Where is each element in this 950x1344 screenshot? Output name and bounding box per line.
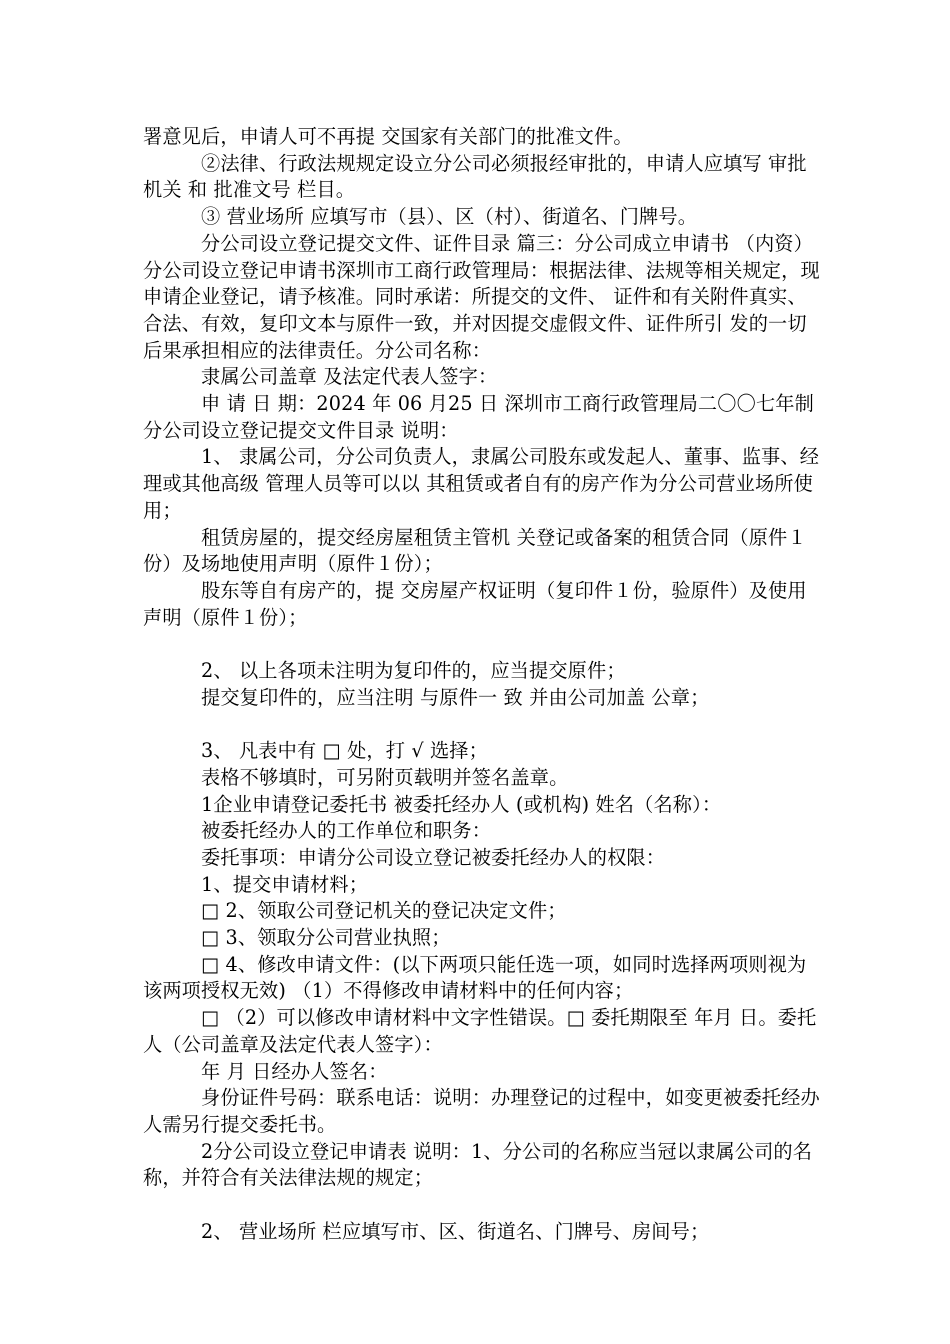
paragraph: 2、 营业场所 栏应填写市、区、街道名、门牌号、房间号； — [201, 1219, 710, 1243]
paragraph: 2、 以上各项未注明为复印件的，应当提交原件； — [201, 659, 626, 683]
blank-line — [143, 711, 823, 738]
paragraph: □ 2、领取公司登记机关的登记决定文件； — [201, 899, 567, 923]
paragraph: 申 请 日 期：2024 年 06 月25 日 深圳市工商行政管理局二〇〇七年制 分公司设立登记提交文件目录 说明： — [143, 392, 814, 442]
paragraph: 年 月 日经办人签名： — [201, 1059, 388, 1083]
paragraph: □ （2）可以修改申请材料中文字性错误。□ 委托期限至 年月 日。委托人（公司盖章及法定代表人签字）： — [143, 1006, 817, 1056]
paragraph: 1企业申请登记委托书 被委托经办人 (或机构) 姓名（名称）： — [201, 792, 722, 816]
paragraph: 分公司设立登记提交文件、证件目录 篇三：分公司成立申请书 （内资）分公司设立登记申请书深圳市工商行政管理局：根据法律、法规等相关规定，现申请企业登记，请予核准。同时承诺：所提交的文件、 证件和有关附件真实、合法、有效，复印文本与原件一致，并对因提交虚假文件、证件所引 发的一切后果承担相应的法律责任。分公司名称： — [143, 231, 820, 362]
paragraph: 隶属公司盖章 及法定代表人签字： — [201, 365, 498, 389]
paragraph: 被委托经办人的工作单位和职务： — [201, 819, 492, 843]
paragraph: ②法律、行政法规规定设立分公司必须报经审批的，申请人应填写 审批机关 和 批准文号 栏目。 — [143, 151, 807, 202]
paragraph: 1、 隶属公司，分公司负责人，隶属公司股东或发起人、董事、监事、经理或其他高级 管理人员等可以以 其租赁或者自有的房产作为分公司营业场所使用； — [143, 445, 820, 522]
blank-line — [143, 631, 823, 658]
paragraph: 署意见后，申请人可不再提 交国家有关部门的批准文件。 — [143, 125, 633, 148]
paragraph: 股东等自有房产的，提 交房屋产权证明（复印件１份，验原件）及使用声明（原件１份）； — [143, 578, 807, 629]
paragraph: ③ 营业场所 应填写市（县）、区（村）、街道名、门牌号。 — [201, 205, 698, 229]
paragraph: 2分公司设立登记申请表 说明：1、分公司的名称应当冠以隶属公司的名称，并符合有关法律法规的规定； — [143, 1139, 813, 1190]
paragraph: 3、 凡表中有 □ 处，打 √ 选择； — [201, 739, 488, 763]
paragraph: 1、提交申请材料； — [201, 872, 369, 896]
document-body — [143, 124, 823, 1245]
paragraph: 表格不够填时，可另附页载明并签名盖章。 — [201, 765, 569, 789]
paragraph: □ 4、修改申请文件：(以下两项只能任选一项，如同时选择两项则视为该两项授权无效) （1）不得修改申请材料中的任何内容； — [143, 952, 807, 1003]
paragraph: 委托事项：申请分公司设立登记被委托经办人的权限： — [201, 845, 666, 869]
paragraph: 身份证件号码：联系电话：说明：办理登记的过程中，如变更被委托经办人需另行提交委托书。 — [143, 1086, 820, 1136]
paragraph: 租赁房屋的，提交经房屋租赁主管机 关登记或备案的租赁合同（原件１份）及场地使用声明（原件１份）； — [143, 525, 807, 576]
paragraph: 提交复印件的，应当注明 与原件一 致 并由公司加盖 公章； — [201, 685, 710, 709]
blank-line — [143, 1192, 823, 1219]
paragraph: □ 3、领取分公司营业执照； — [201, 926, 451, 950]
